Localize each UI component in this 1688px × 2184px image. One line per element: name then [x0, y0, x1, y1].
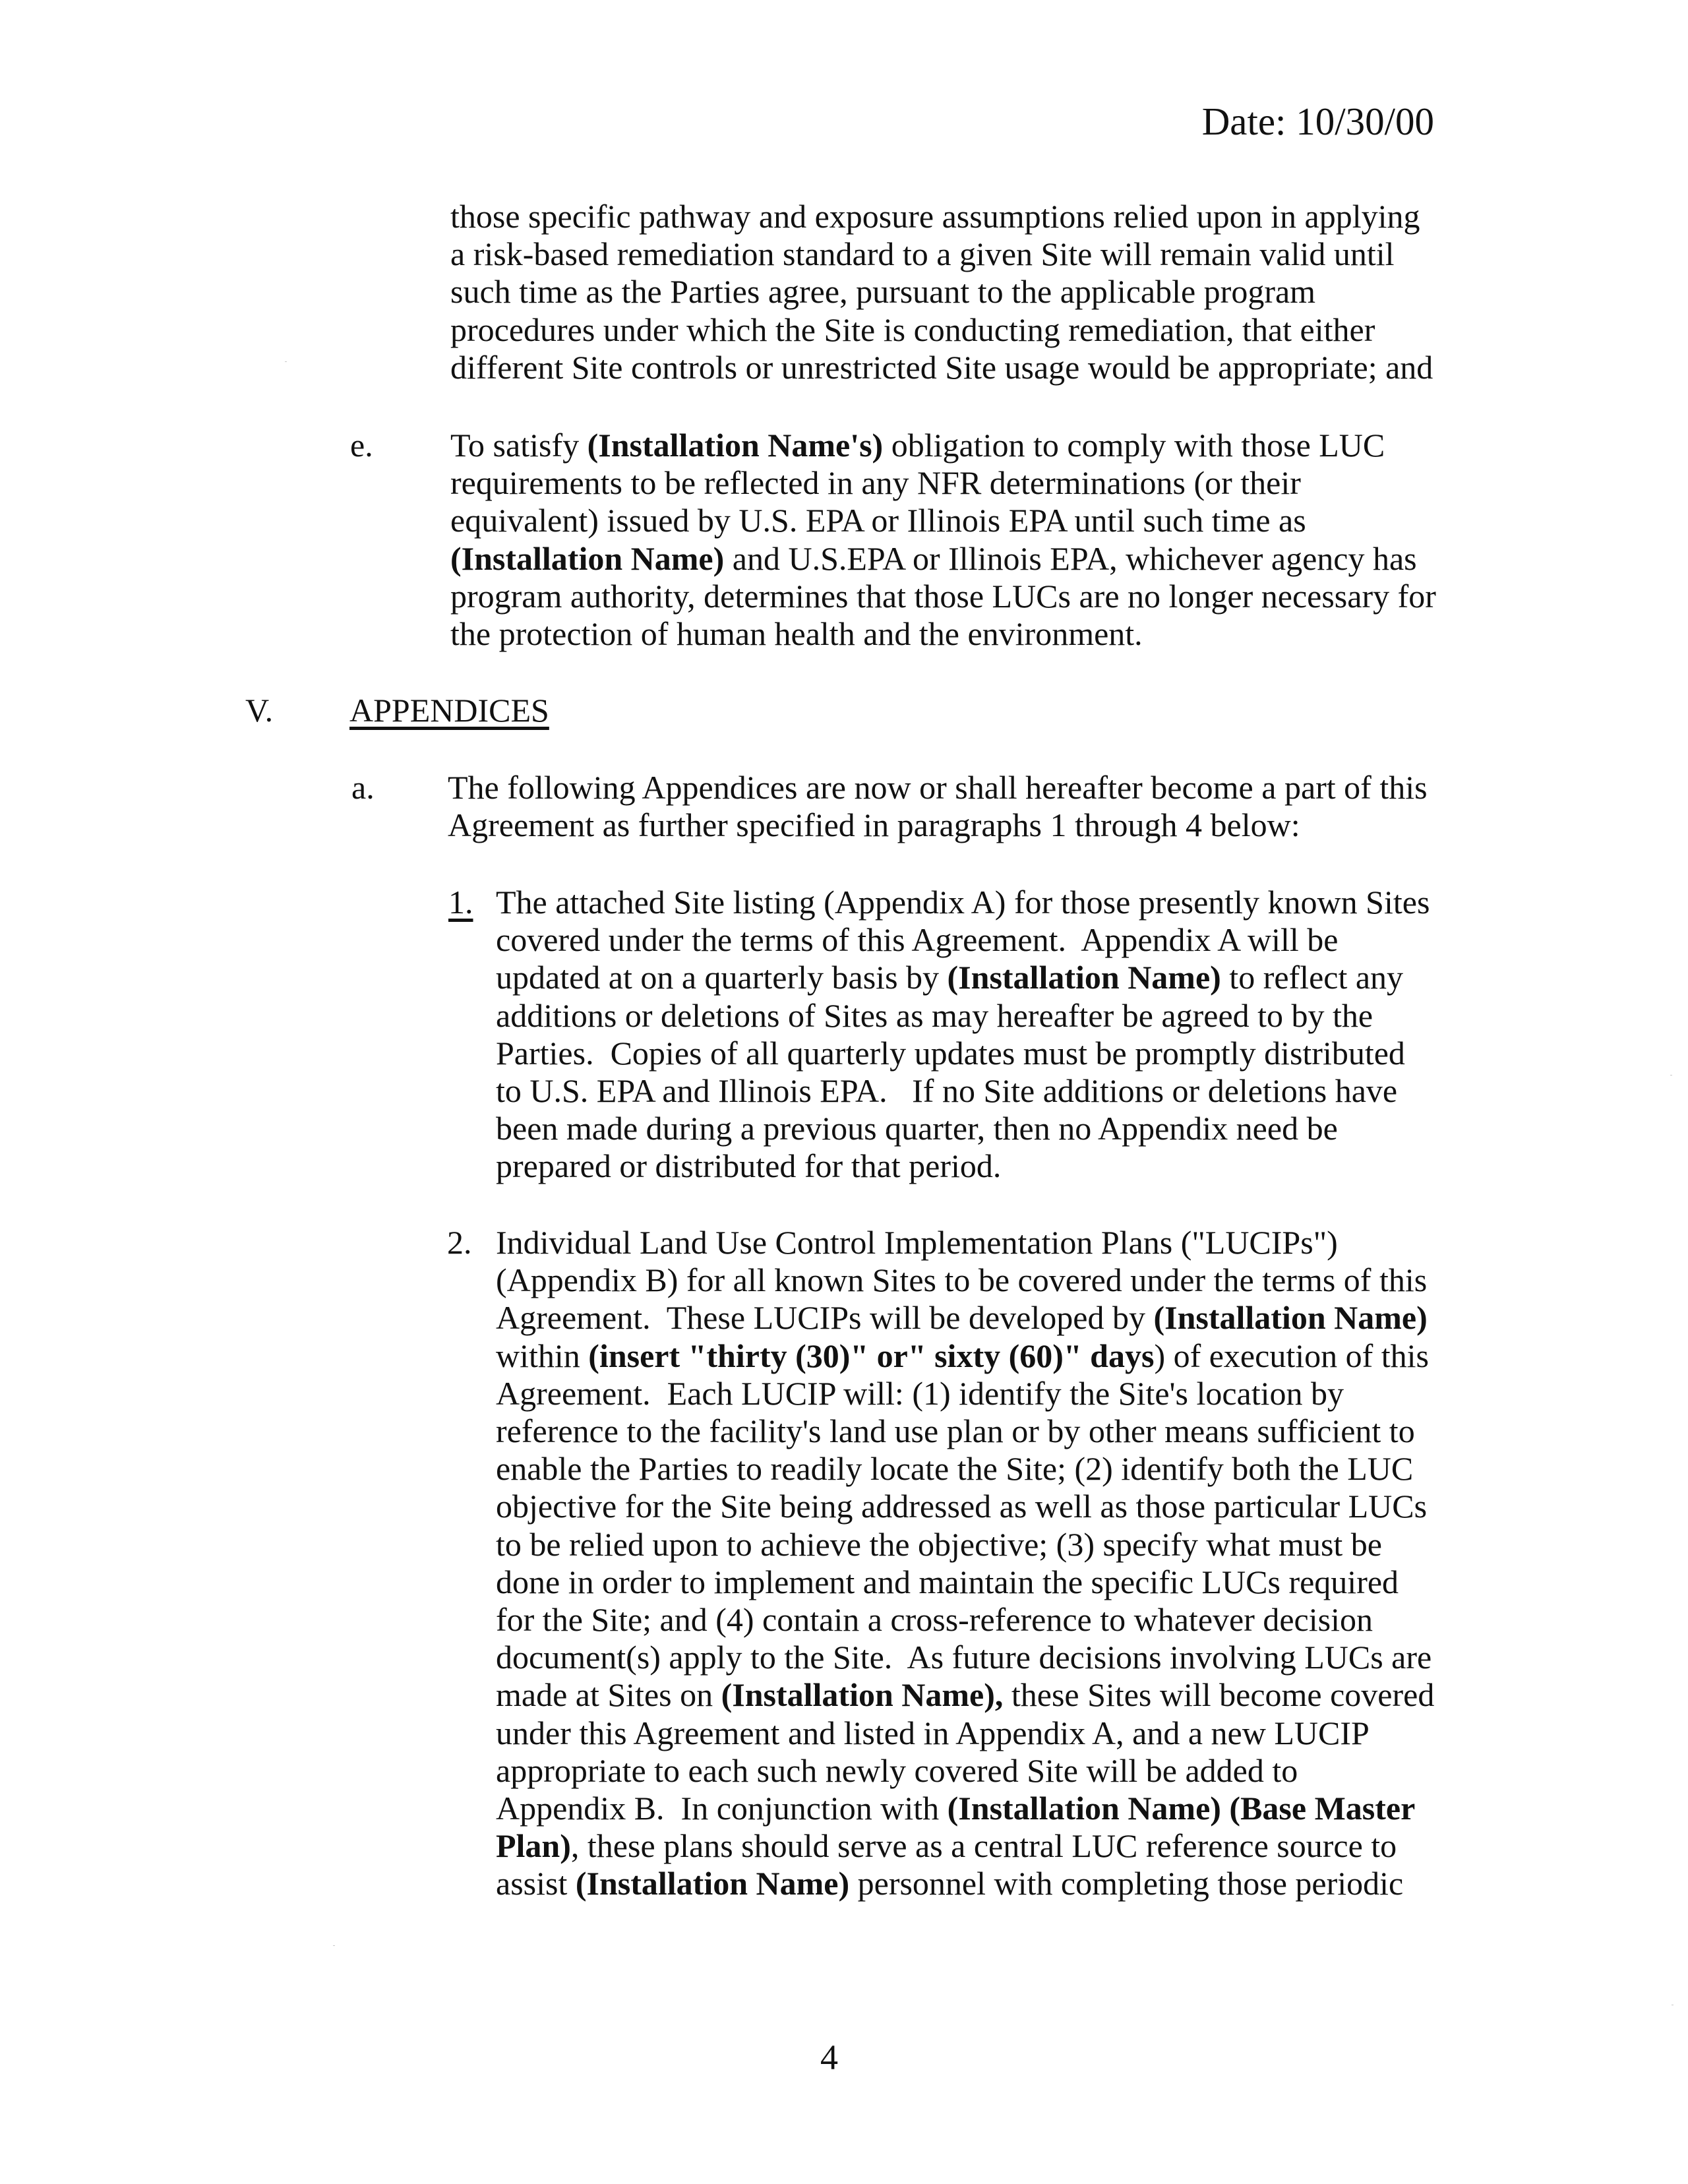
text-line: those specific pathway and exposure assumptions relied upon in applying	[450, 198, 1420, 235]
text-line: The following Appendices are now or shall hereafter become a part of this	[448, 769, 1428, 806]
item-a-paragraph	[448, 769, 1450, 844]
text-run: Individual Land Use Control Implementation Plans ("LUCIPs")	[496, 1224, 1338, 1261]
scan-speck	[1670, 1075, 1672, 1076]
text-run: covered under the terms of this Agreement. Appendix A will be	[496, 921, 1339, 959]
text-line	[496, 1639, 1452, 1676]
text-line	[496, 1790, 1452, 1827]
text-run: Appendix B. In conjunction with	[496, 1790, 948, 1827]
text-run: requirements to be reflected in any NFR determinations (or their	[450, 464, 1301, 502]
text-run: these Sites will become covered	[1003, 1676, 1435, 1714]
text-run: , these plans should serve as a central LUC reference source to	[570, 1827, 1397, 1865]
text-run: objective for the Site being addressed as well as those particular LUCs	[496, 1488, 1428, 1525]
text-line: different Site controls or unrestricted Site usage would be appropriate; and	[450, 348, 1433, 386]
text-line	[496, 1072, 1445, 1110]
scan-speck	[333, 1945, 335, 1946]
item-1-paragraph	[496, 884, 1445, 1186]
text-run: under this Agreement and listed in Appendix A, and a new LUCIP	[496, 1714, 1370, 1751]
bold-text: (Base Master	[1229, 1790, 1416, 1827]
text-line	[496, 997, 1445, 1035]
section-v-heading: APPENDICES	[349, 692, 549, 729]
text-run: program authority, determines that those LUCs are no longer necessary for	[450, 577, 1436, 615]
text-line	[496, 959, 1445, 996]
bold-text: (insert "thirty (30)" or" sixty (60)" days	[588, 1337, 1155, 1374]
item-2-marker: 2.	[447, 1224, 472, 1261]
text-run: for the Site; and (4) contain a cross-reference to whatever decision	[496, 1601, 1373, 1639]
text-line	[496, 1488, 1452, 1525]
text-run	[1221, 1790, 1230, 1827]
text-run: equivalent) issued by U.S. EPA or Illinois EPA until such time as	[450, 502, 1306, 539]
item-e-paragraph	[450, 427, 1459, 653]
text-run: ) of execution of this	[1154, 1337, 1429, 1374]
text-line	[496, 1375, 1452, 1412]
text-line	[450, 464, 1459, 502]
text-line	[496, 1224, 1452, 1261]
text-run: and U.S.EPA or Illinois EPA, whichever agency has	[724, 539, 1417, 577]
text-run: done in order to implement and maintain the specific LUCs required	[496, 1563, 1399, 1600]
text-run: additions or deletions of Sites as may hereafter be agreed to by the	[496, 996, 1373, 1034]
text-run: the protection of human health and the environment.	[450, 615, 1143, 653]
item-a-marker: a.	[351, 769, 375, 806]
text-line: Agreement as further specified in paragraphs 1 through 4 below:	[448, 806, 1300, 844]
text-line	[496, 1035, 1445, 1072]
text-line	[496, 1526, 1452, 1563]
text-run: to reflect any	[1221, 959, 1404, 996]
text-run: Agreement. Each LUCIP will: (1) identify the Site's location by	[496, 1374, 1344, 1412]
text-line	[496, 1412, 1452, 1450]
text-run: Parties. Copies of all quarterly updates must be promptly distributed	[496, 1034, 1405, 1072]
text-run: obligation to comply with those LUC	[883, 427, 1385, 464]
text-run: (Appendix B) for all known Sites to be covered under the terms of this	[496, 1261, 1428, 1299]
text-line: procedures under which the Site is conducting remediation, that either	[450, 311, 1375, 348]
item-2-paragraph	[496, 1224, 1452, 1903]
text-line	[496, 1110, 1445, 1147]
text-line	[496, 1601, 1452, 1639]
text-line	[496, 1865, 1452, 1902]
text-run: within	[496, 1337, 589, 1374]
text-line	[450, 578, 1459, 615]
text-run: to U.S. EPA and Illinois EPA. If no Site additions or deletions have	[496, 1072, 1398, 1110]
text-line	[450, 427, 1459, 464]
item-e-marker: e.	[350, 427, 373, 464]
document-date: Date: 10/30/00	[1201, 100, 1434, 143]
text-line	[450, 540, 1459, 578]
bold-text: (Installation Name)	[1153, 1299, 1428, 1337]
text-line	[450, 502, 1459, 539]
text-line	[496, 1450, 1452, 1488]
bold-text: Plan)	[496, 1827, 571, 1865]
text-run: updated at on a quarterly basis by	[496, 959, 948, 996]
bold-text: (Installation Name)	[450, 539, 725, 577]
text-run: assist	[496, 1865, 576, 1902]
text-line	[450, 615, 1459, 653]
text-line	[496, 1337, 1452, 1375]
text-run: document(s) apply to the Site. As future decisions involving LUCs are	[496, 1639, 1432, 1676]
text-line	[496, 1714, 1452, 1752]
text-run: appropriate to each such newly covered Site will be added to	[496, 1751, 1298, 1789]
text-run: enable the Parties to readily locate the Site; (2) identify both the LUC	[496, 1450, 1414, 1488]
text-line	[496, 1827, 1452, 1865]
section-v-numeral: V.	[245, 692, 274, 729]
text-run: The attached Site listing (Appendix A) for those presently known Sites	[496, 884, 1430, 921]
text-run: personnel with completing those periodic	[849, 1865, 1404, 1902]
page-number: 4	[820, 2038, 838, 2077]
text-run: made at Sites on	[496, 1676, 721, 1714]
scan-speck	[285, 361, 287, 362]
text-line	[496, 1147, 1445, 1185]
item-1-marker: 1.	[448, 884, 473, 921]
text-line	[496, 921, 1445, 959]
bold-text: (Installation Name)	[947, 959, 1221, 996]
text-line	[496, 1752, 1452, 1790]
text-line	[496, 1676, 1452, 1714]
bold-text: (Installation Name's)	[587, 427, 884, 464]
text-run: Agreement. These LUCIPs will be developed by	[496, 1299, 1154, 1337]
bold-text: (Installation Name)	[575, 1865, 850, 1902]
text-run: been made during a previous quarter, then no Appendix need be	[496, 1110, 1338, 1147]
text-line	[496, 884, 1445, 921]
bold-text: (Installation Name),	[721, 1676, 1004, 1714]
text-run: prepared or distributed for that period.	[496, 1147, 1002, 1185]
continuation-paragraph	[450, 198, 1453, 386]
text-line: such time as the Parties agree, pursuant to the applicable program	[450, 273, 1316, 311]
text-line	[496, 1261, 1452, 1299]
text-line	[496, 1299, 1452, 1337]
text-line	[496, 1563, 1452, 1601]
text-run: To satisfy	[450, 427, 588, 464]
text-run: to be relied upon to achieve the objective; (3) specify what must be	[496, 1525, 1382, 1563]
text-line: a risk-based remediation standard to a given Site will remain valid until	[450, 235, 1395, 273]
text-run: reference to the facility's land use plan or by other means sufficient to	[496, 1412, 1415, 1450]
bold-text: (Installation Name)	[947, 1790, 1221, 1827]
